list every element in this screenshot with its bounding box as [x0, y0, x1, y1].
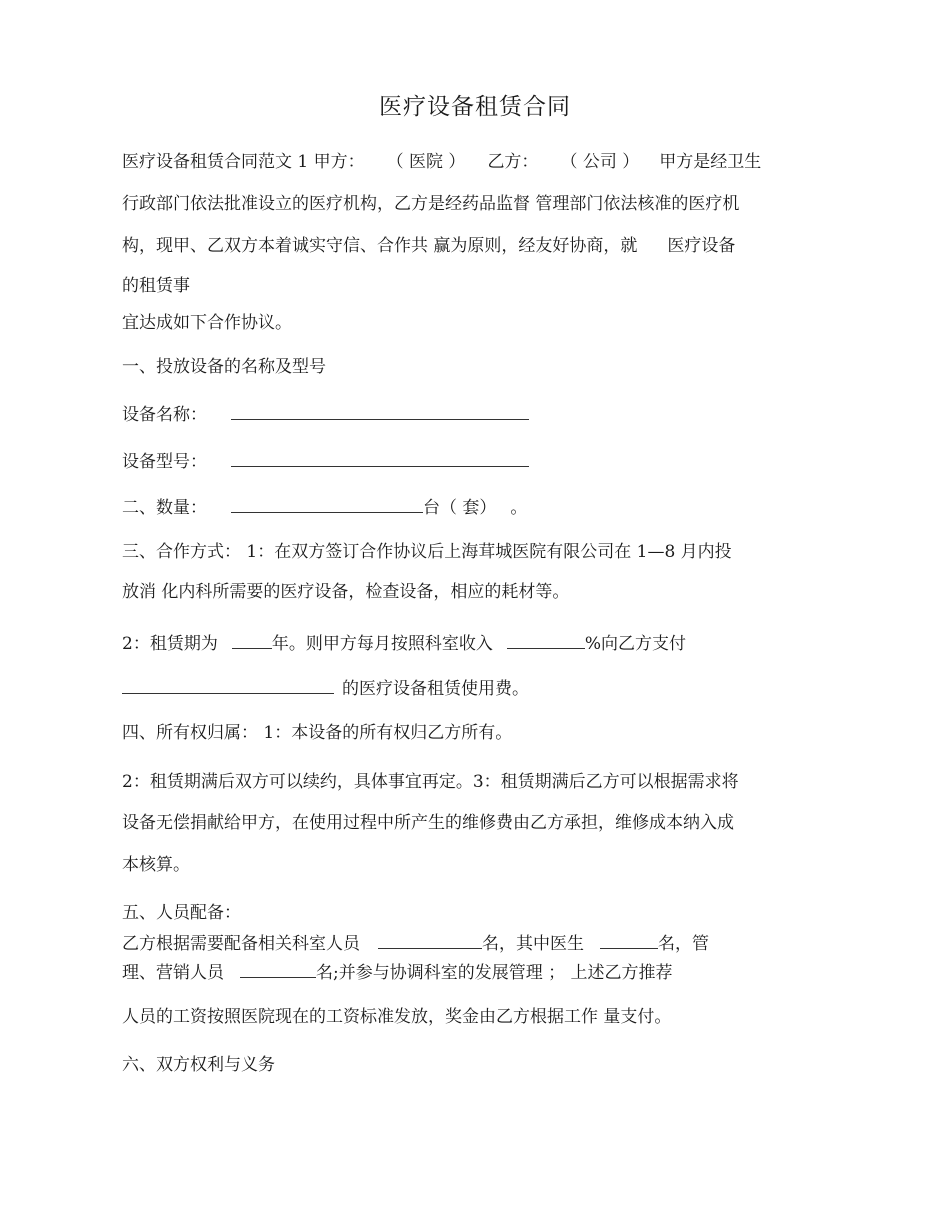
device-model-row [122, 448, 529, 474]
intro-text: 医疗设备租赁合同范文 1 甲方： [122, 152, 365, 172]
intro-text: 医疗设备 [667, 236, 736, 256]
section-4-line-4: 本核算。 [122, 855, 190, 875]
sales-staff-text: 理、营销人员 [122, 963, 224, 983]
section-4-line-3: 设备无偿捐献给甲方，在使用过程中所产生的维修费由乙方承担，维修成本纳入成 [122, 813, 734, 833]
document-title: 医疗设备租赁合同 [379, 94, 571, 120]
lease-term-blank[interactable] [232, 630, 272, 649]
revenue-percent-text: %向乙方支付 [584, 634, 686, 654]
section-4-line-2: 2：租赁期满后双方可以续约，具体事宜再定。3：租赁期满后乙方可以根据需求将 [122, 772, 739, 792]
section-4-line-1: 四、所有权归属： 1：本设备的所有权归乙方所有。 [122, 723, 513, 743]
intro-text: 构，现甲、乙双方本着诚实守信、合作共 赢为原则，经友好协商，就 [122, 236, 638, 256]
quantity-blank[interactable] [231, 494, 423, 513]
intro-line-4: 的租赁事 [122, 276, 190, 296]
staff-management-text: 名;并参与协调科室的发展管理 ； 上述乙方推荐 [316, 963, 673, 983]
device-model-blank[interactable] [231, 448, 529, 467]
intro-line-5: 宜达成如下合作协议。 [122, 313, 292, 333]
quantity-period: 。 [510, 498, 528, 518]
section-3-line-2: 放消 化内科所需要的医疗设备，检查设备，相应的耗材等。 [122, 582, 570, 602]
device-name-label: 设备名称： [122, 405, 207, 425]
intro-line-2: 行政部门依法批准设立的医疗机构，乙方是经药品监督 管理部门依法核准的医疗机 [122, 194, 740, 214]
intro-line-1 [122, 150, 761, 174]
lease-fee-blank[interactable] [122, 675, 334, 694]
party-a-name: （ 医院 ） [386, 152, 466, 172]
section-5-line-3: 人员的工资按照医院现在的工资标准发放，奖金由乙方根据工作 量支付。 [122, 1007, 672, 1027]
sales-count-blank[interactable] [240, 959, 316, 978]
device-name-row [122, 401, 529, 427]
section-3-line-4 [122, 675, 529, 701]
doctor-text: 名，其中医生 [482, 934, 584, 954]
revenue-percent-blank[interactable] [507, 630, 585, 649]
lease-fee-text: 的医疗设备租赁使用费。 [342, 679, 529, 699]
doctor-count-blank[interactable] [600, 930, 658, 949]
device-name-blank[interactable] [231, 401, 529, 420]
party-b-label: 乙方： [487, 152, 539, 172]
staff-text: 乙方根据需要配备相关科室人员 [122, 934, 360, 954]
party-b-name: （ 公司 ） [560, 152, 640, 172]
section-2-quantity [122, 494, 527, 520]
quantity-label: 二、数量： [122, 498, 207, 518]
lease-term-text: 年。则甲方每月按照科室收入 [271, 634, 493, 654]
lease-term-label: 2：租赁期为 [122, 634, 218, 654]
section-5-line-2 [122, 959, 673, 985]
section-3-line-1: 三、合作方式： 1：在双方签订合作协议后上海茸城医院有限公司在 1—8 月内投 [122, 542, 732, 562]
section-6-heading: 六、双方权利与义务 [122, 1055, 275, 1075]
section-3-line-3 [122, 630, 686, 656]
section-5-heading: 五、人员配备： [122, 903, 241, 923]
manager-text: 名，管 [658, 934, 709, 954]
section-1-heading: 一、投放设备的名称及型号 [122, 357, 326, 377]
quantity-unit: 台（ 套） [423, 498, 497, 518]
intro-text: 甲方是经卫生 [659, 152, 762, 172]
staff-count-blank[interactable] [378, 930, 482, 949]
device-model-label: 设备型号： [122, 452, 207, 472]
section-5-line-1 [122, 930, 709, 956]
intro-line-3 [122, 234, 735, 258]
